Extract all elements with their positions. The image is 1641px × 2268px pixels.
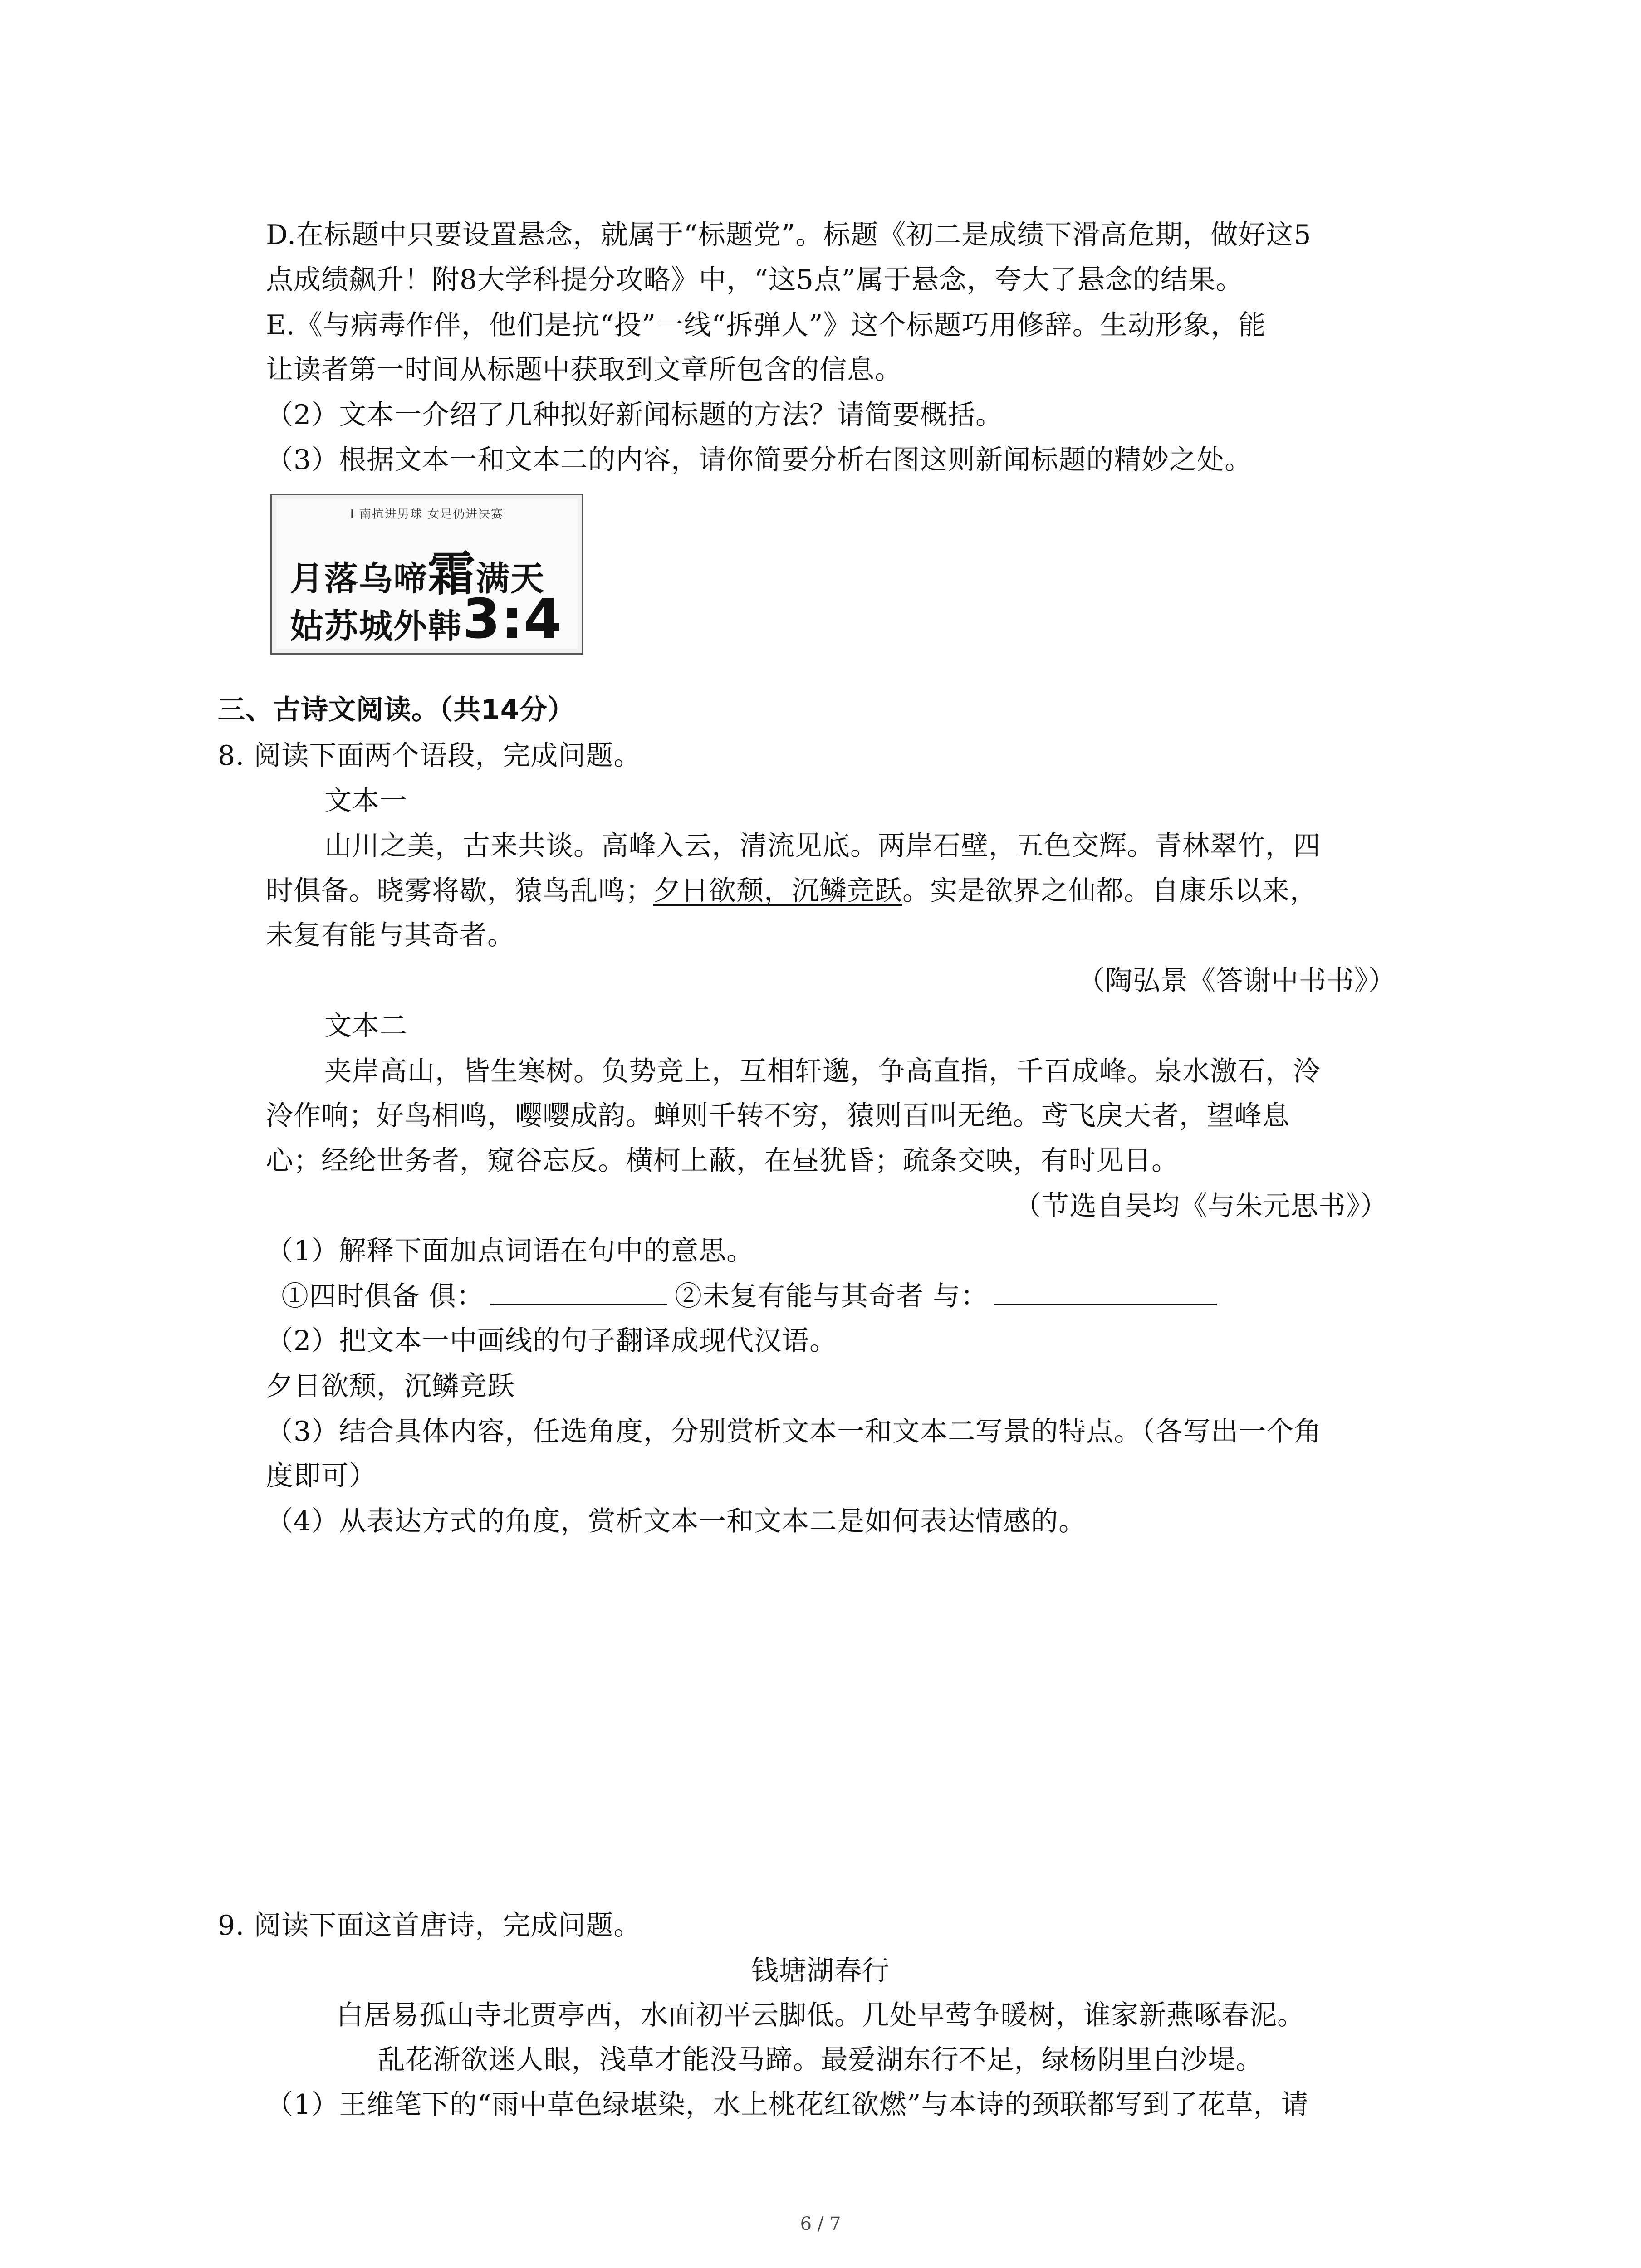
- poem-title: 钱塘湖春行: [751, 1955, 890, 1987]
- sub1-item1-label: ①四时俱备 俱：: [281, 1281, 485, 1312]
- text1-source: （陶弘景《答谢中书书》）: [1078, 965, 1396, 997]
- question-9-stem: 9. 阅读下面这首唐诗，完成问题。: [218, 1910, 642, 1941]
- text1-line2-part-b: 。实是欲界之仙都。自康乐以来，: [902, 875, 1318, 907]
- headline-frost-char: 霜: [428, 546, 476, 601]
- option-e-line1: E.《与病毒作伴，他们是抗“投”一线“拆弹人”》这个标题巧用修辞。生动形象，能: [266, 309, 1266, 341]
- text2-label: 文本二: [324, 1010, 407, 1042]
- headline-subtitle: I 南抗进男球 女足仍进决赛: [350, 508, 504, 521]
- question-7-sub2: （2）文本一介绍了几种拟好新闻标题的方法？请简要概括。: [266, 399, 1004, 431]
- headline-score: 3:4: [462, 588, 563, 651]
- headline-line1-part-a: 月落乌啼: [290, 559, 428, 598]
- question-8-sub1: （1）解释下面加点词语在句中的意思。: [266, 1235, 754, 1267]
- question-8-stem: 8. 阅读下面两个语段，完成问题。: [218, 740, 642, 772]
- text1-label: 文本一: [324, 785, 407, 817]
- headline-line2: [290, 588, 563, 651]
- question-8-sub3-line1: （3）结合具体内容，任选角度，分别赏析文本一和文本二写景的特点。（各写出一个角: [266, 1416, 1322, 1447]
- text1-line1: 山川之美，古来共谈。高峰入云，清流见底。两岸石壁，五色交辉。青林翠竹，四: [324, 830, 1321, 862]
- text1-line2-part-a: 时俱备。晓雾将歇，猿鸟乱鸣；: [266, 875, 653, 907]
- option-d-line1: D.在标题中只要设置悬念，就属于“标题党”。标题《初二是成绩下滑高危期，做好这5: [266, 219, 1312, 251]
- question-8-sub4: （4）从表达方式的角度，赏析文本一和文本二是如何表达情感的。: [266, 1505, 1087, 1537]
- page-number: 6 / 7: [800, 2214, 841, 2234]
- answer-blank-2[interactable]: [994, 1278, 1217, 1305]
- sub1-item2-label: ②未复有能与其奇者 与：: [675, 1281, 989, 1312]
- newspaper-headline-image: [270, 494, 583, 655]
- question-8-sub2-sentence: 夕日欲颓，沉鳞竞跃: [266, 1370, 515, 1402]
- text1-underlined-sentence: 夕日欲颓，沉鳞竞跃: [653, 875, 902, 907]
- headline-line2-text: 姑苏城外韩: [290, 607, 462, 646]
- question-8-sub2: （2）把文本一中画线的句子翻译成现代汉语。: [266, 1325, 838, 1357]
- option-d-line2: 点成绩飙升！附8大学科提分攻略》中，“这5点”属于悬念，夸大了悬念的结果。: [266, 264, 1244, 296]
- question-8-sub1-items: [281, 1277, 1217, 1315]
- text1-line3: 未复有能与其奇者。: [266, 919, 515, 951]
- headline-line1-part-b: 满天: [476, 559, 545, 598]
- answer-blank-1[interactable]: [490, 1278, 667, 1305]
- poem-line2: 乱花渐欲迷人眼，浅草才能没马蹄。最爱湖东行不足，绿杨阴里白沙堤。: [377, 2044, 1264, 2076]
- question-9-sub1: （1）王维笔下的“雨中草色绿堪染，水上桃花红欲燃”与本诗的颈联都写到了花草，请: [266, 2089, 1309, 2121]
- poem-line1: 白居易孤山寺北贾亭西，水面初平云脚低。几处早莺争暖树，谁家新燕啄春泥。: [336, 1999, 1305, 2031]
- section-3-heading: 三、古诗文阅读。（共14分）: [218, 694, 575, 726]
- option-e-line2: 让读者第一时间从标题中获取到文章所包含的信息。: [266, 354, 902, 386]
- question-8-sub3-line2: 度即可）: [266, 1460, 377, 1492]
- text2-source: （节选自吴均《与朱元思书》）: [1014, 1190, 1388, 1222]
- text2-line3: 心；经纶世务者，窥谷忘反。横柯上蔽，在昼犹昏；疏条交映，有时见日。: [266, 1145, 1179, 1177]
- text1-line2: [266, 872, 1318, 910]
- question-7-sub3: （3）根据文本一和文本二的内容，请你简要分析右图这则新闻标题的精妙之处。: [266, 444, 1253, 476]
- text2-line1: 夹岸高山，皆生寒树。负势竞上，互相轩邈，争高直指，千百成峰。泉水激石，泠: [324, 1056, 1321, 1087]
- text2-line2: 泠作响；好鸟相鸣，嘤嘤成韵。蝉则千转不穷，猿则百叫无绝。鸢飞戾天者，望峰息: [266, 1100, 1290, 1132]
